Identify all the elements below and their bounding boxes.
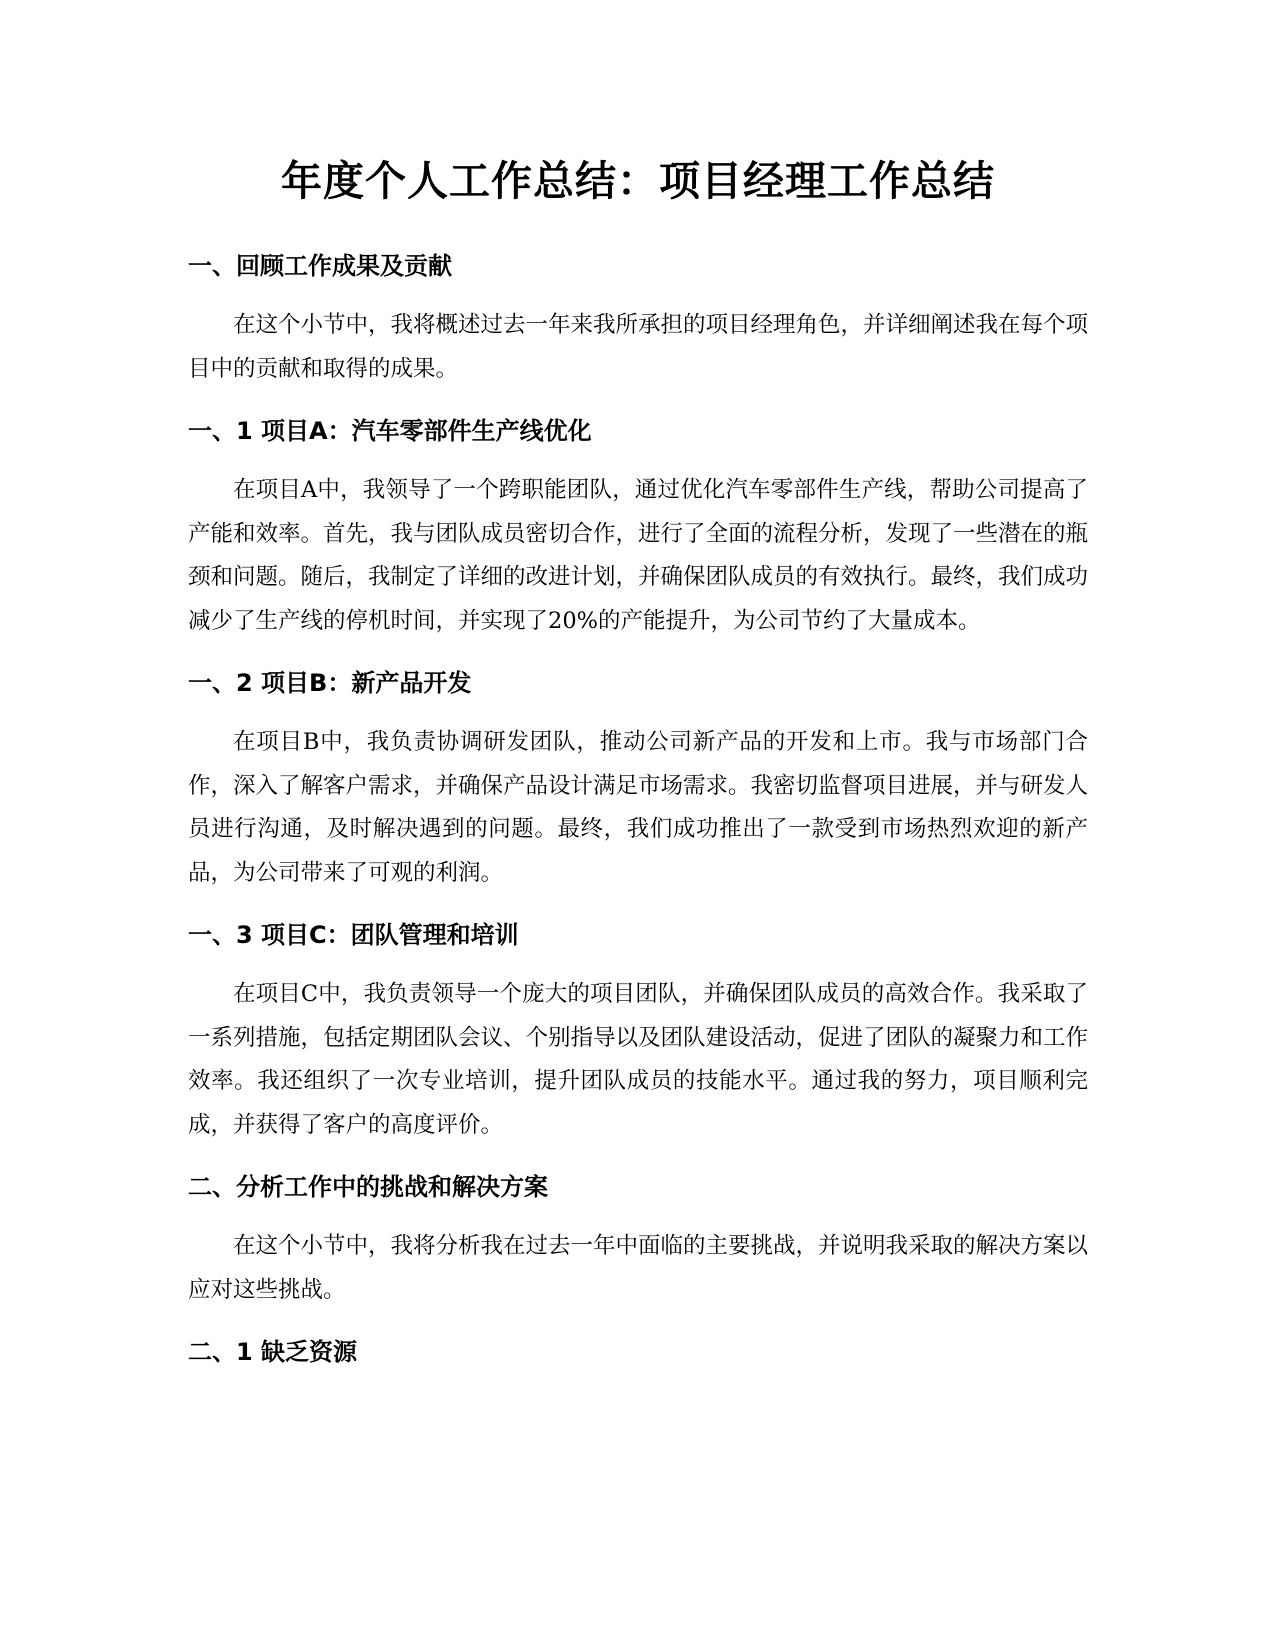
section-heading-1-1: 一、1 项目A：汽车零部件生产线优化 [188, 417, 592, 445]
document-title: 年度个人工作总结：项目经理工作总结 [281, 157, 995, 205]
section-paragraph-1: 在这个小节中，我将概述过去一年来我所承担的项目经理角色，并详细阐述我在每个项目中的贡献和取得的成果。 [188, 312, 1089, 382]
document-body [188, 150, 1088, 1390]
section-heading-1-2: 一、2 项目B：新产品开发 [188, 669, 472, 697]
section-heading-2: 二、分析工作中的挑战和解决方案 [188, 1173, 548, 1201]
section-heading-1-3: 一、3 项目C：团队管理和培训 [188, 921, 519, 949]
section-paragraph-2: 在这个小节中，我将分析我在过去一年中面临的主要挑战，并说明我采取的解决方案以应对这些挑战。 [188, 1233, 1089, 1303]
section-paragraph-1-1: 在项目A中，我领导了一个跨职能团队，通过优化汽车零部件生产线，帮助公司提高了产能和效率。首先，我与团队成员密切合作，进行了全面的流程分析，发现了一些潜在的瓶颈和问题。随后，我制定了详细的改进计划，并确保团队成员的有效执行。最终，我们成功减少了生产线的停机时间，并实现了20%的产能提升，为公司节约了大量成本。 [188, 477, 1089, 634]
section-paragraph-1-2: 在项目B中，我负责协调研发团队，推动公司新产品的开发和上市。我与市场部门合作，深入了解客户需求，并确保产品设计满足市场需求。我密切监督项目进展，并与研发人员进行沟通，及时解决遇到的问题。最终，我们成功推出了一款受到市场热烈欢迎的新产品，为公司带来了可观的利润。 [188, 729, 1089, 886]
section-paragraph-1-3: 在项目C中，我负责领导一个庞大的项目团队，并确保团队成员的高效合作。我采取了一系列措施，包括定期团队会议、个别指导以及团队建设活动，促进了团队的凝聚力和工作效率。我还组织了一次专业培训，提升团队成员的技能水平。通过我的努力，项目顺利完成，并获得了客户的高度评价。 [188, 981, 1089, 1138]
section-heading-1: 一、回顾工作成果及贡献 [188, 252, 452, 280]
section-heading-2-1: 二、1 缺乏资源 [188, 1338, 358, 1366]
